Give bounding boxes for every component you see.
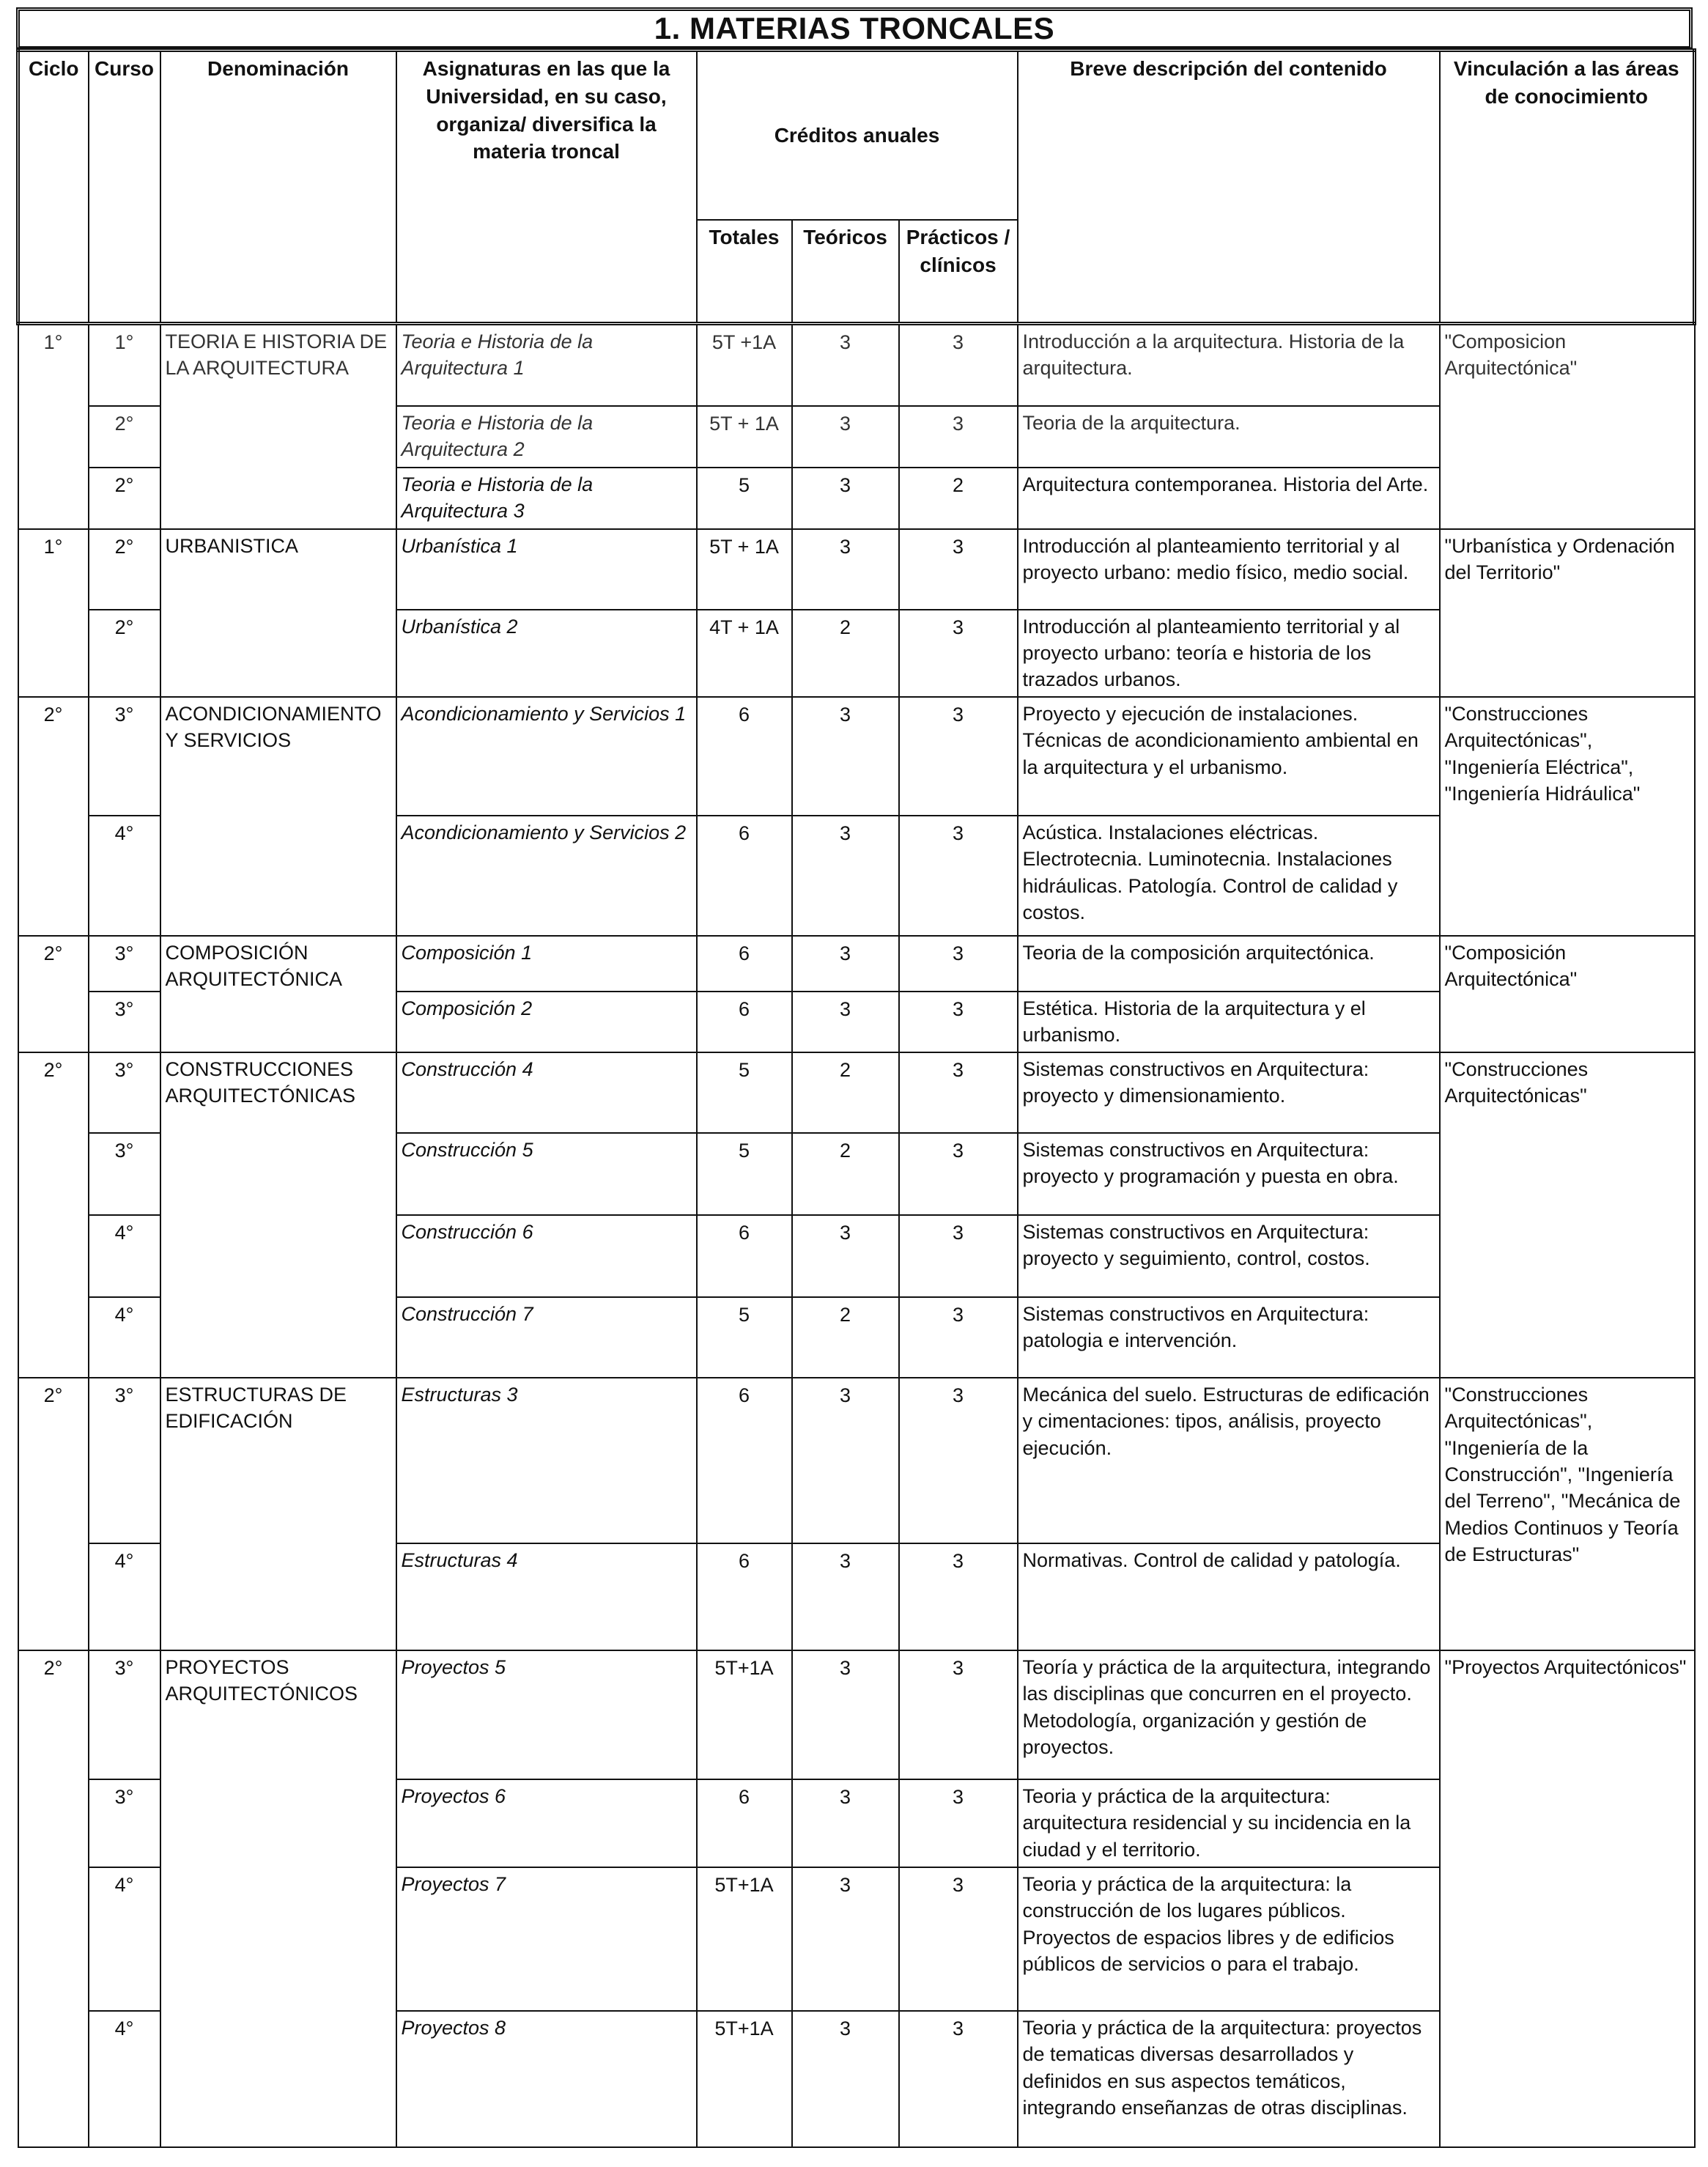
asignatura-cell: Teoria e Historia de la Arquitectura 2 [396, 406, 697, 468]
totales-cell: 6 [697, 1378, 792, 1543]
denominacion-cell: URBANISTICA [160, 529, 396, 697]
practicos-cell: 2 [899, 468, 1018, 529]
practicos-cell: 3 [899, 1779, 1018, 1867]
area-cell: "Composicion Arquitectónica" [1440, 324, 1695, 529]
totales-cell: 5T +1A [697, 324, 792, 406]
asignatura-cell: Proyectos 5 [396, 1650, 697, 1779]
asignatura-cell: Estructuras 3 [396, 1378, 697, 1543]
teoricos-cell: 3 [792, 936, 899, 992]
area-cell: "Construcciones Arquitectónicas", "Ingeniería de la Construcción", "Ingeniería del Terreno", "Mecánica de Medios Continuos y Teoría de Estructuras" [1440, 1378, 1695, 1650]
denominacion-cell: ACONDICIONAMIENTO Y SERVICIOS [160, 697, 396, 936]
teoricos-cell: 2 [792, 1133, 899, 1215]
descripcion-cell: Introducción a la arquitectura. Historia de la arquitectura. [1018, 324, 1440, 406]
teoricos-cell: 3 [792, 468, 899, 529]
ciclo-cell: 2° [18, 936, 89, 1052]
asignatura-cell: Proyectos 6 [396, 1779, 697, 1867]
area-cell: "Construcciones Arquitectónicas" [1440, 1052, 1695, 1378]
totales-cell: 6 [697, 1543, 792, 1650]
totales-cell: 5 [697, 1297, 792, 1378]
curso-cell: 4° [89, 1297, 160, 1378]
practicos-cell: 3 [899, 1215, 1018, 1297]
totales-cell: 6 [697, 1779, 792, 1867]
denominacion-cell: PROYECTOS ARQUITECTÓNICOS [160, 1650, 396, 2147]
header-denominacion: Denominación [160, 51, 396, 324]
teoricos-cell: 3 [792, 1650, 899, 1779]
teoricos-cell: 2 [792, 1052, 899, 1133]
practicos-cell: 3 [899, 1650, 1018, 1779]
header-ciclo: Ciclo [18, 51, 89, 324]
teoricos-cell: 3 [792, 992, 899, 1052]
asignatura-cell: Urbanística 2 [396, 610, 697, 697]
practicos-cell: 3 [899, 324, 1018, 406]
descripcion-cell: Teoria de la arquitectura. [1018, 406, 1440, 468]
totales-cell: 6 [697, 936, 792, 992]
curso-cell: 2° [89, 529, 160, 610]
totales-cell: 5T+1A [697, 1867, 792, 2011]
descripcion-cell: Introducción al planteamiento territorial y al proyecto urbano: teoría e historia de los trazados urbanos. [1018, 610, 1440, 697]
denominacion-cell: COMPOSICIÓN ARQUITECTÓNICA [160, 936, 396, 1052]
curso-cell: 4° [89, 1543, 160, 1650]
table-row [18, 936, 1695, 992]
totales-cell: 5T + 1A [697, 529, 792, 610]
descripcion-cell: Estética. Historia de la arquitectura y el urbanismo. [1018, 992, 1440, 1052]
descripcion-cell: Teoria y práctica de la arquitectura: la construcción de los lugares públicos. Proyectos de espacios libres y de edificios públicos de servicios o para el trabajo. [1018, 1867, 1440, 2011]
asignatura-cell: Acondicionamiento y Servicios 1 [396, 697, 697, 816]
practicos-cell: 3 [899, 697, 1018, 816]
practicos-cell: 3 [899, 1378, 1018, 1543]
header-descripcion: Breve descripción del contenido [1018, 51, 1440, 324]
ciclo-cell: 2° [18, 1052, 89, 1378]
ciclo-cell: 2° [18, 1650, 89, 2147]
practicos-cell: 3 [899, 1297, 1018, 1378]
ciclo-cell: 1° [18, 324, 89, 529]
totales-cell: 6 [697, 697, 792, 816]
totales-cell: 5 [697, 1052, 792, 1133]
descripcion-cell: Arquitectura contemporanea. Historia del Arte. [1018, 468, 1440, 529]
teoricos-cell: 3 [792, 816, 899, 936]
curso-cell: 3° [89, 1779, 160, 1867]
asignatura-cell: Construcción 6 [396, 1215, 697, 1297]
asignatura-cell: Composición 2 [396, 992, 697, 1052]
practicos-cell: 3 [899, 936, 1018, 992]
asignatura-cell: Teoria e Historia de la Arquitectura 1 [396, 324, 697, 406]
curso-cell: 4° [89, 1215, 160, 1297]
totales-cell: 5 [697, 1133, 792, 1215]
header-creditos: Créditos anuales [697, 51, 1018, 221]
table-row [18, 697, 1695, 816]
practicos-cell: 3 [899, 816, 1018, 936]
teoricos-cell: 2 [792, 1297, 899, 1378]
descripcion-cell: Teoria y práctica de la arquitectura: arquitectura residencial y su incidencia en la ciudad y el territorio. [1018, 1779, 1440, 1867]
header-practicos: Prácticos / clínicos [899, 220, 1018, 324]
descripcion-cell: Sistemas constructivos en Arquitectura: proyecto y dimensionamiento. [1018, 1052, 1440, 1133]
teoricos-cell: 3 [792, 1543, 899, 1650]
descripcion-cell: Sistemas constructivos en Arquitectura: proyecto y seguimiento, control, costos. [1018, 1215, 1440, 1297]
curso-cell: 1° [89, 324, 160, 406]
asignatura-cell: Construcción 4 [396, 1052, 697, 1133]
asignatura-cell: Proyectos 7 [396, 1867, 697, 2011]
curso-cell: 2° [89, 468, 160, 529]
curso-cell: 3° [89, 992, 160, 1052]
totales-cell: 6 [697, 816, 792, 936]
descripcion-cell: Proyecto y ejecución de instalaciones. Técnicas de acondicionamiento ambiental en la arquitectura y el urbanismo. [1018, 697, 1440, 816]
curso-cell: 3° [89, 1650, 160, 1779]
header-vinculacion: Vinculación a las áreas de conocimiento [1440, 51, 1695, 324]
curso-cell: 3° [89, 1133, 160, 1215]
curso-cell: 2° [89, 406, 160, 468]
curso-cell: 4° [89, 2011, 160, 2147]
table-row [18, 1650, 1695, 1779]
teoricos-cell: 3 [792, 1779, 899, 1867]
asignatura-cell: Proyectos 8 [396, 2011, 697, 2147]
table-row [18, 324, 1695, 406]
teoricos-cell: 2 [792, 610, 899, 697]
denominacion-cell: CONSTRUCCIONES ARQUITECTÓNICAS [160, 1052, 396, 1378]
table-row [18, 1378, 1695, 1543]
practicos-cell: 3 [899, 529, 1018, 610]
curso-cell: 3° [89, 936, 160, 992]
practicos-cell: 3 [899, 1867, 1018, 2011]
descripcion-cell: Acústica. Instalaciones eléctricas. Electrotecnia. Luminotecnia. Instalaciones hidráulicas. Patología. Control de calidad y costos. [1018, 816, 1440, 936]
area-cell: "Proyectos Arquitectónicos" [1440, 1650, 1695, 2147]
table-body [18, 324, 1695, 2147]
header-asignaturas: Asignaturas en las que la Universidad, en su caso, organiza/ diversifica la materia troncal [396, 51, 697, 324]
ciclo-cell: 2° [18, 697, 89, 936]
table-row [18, 529, 1695, 610]
practicos-cell: 3 [899, 1543, 1018, 1650]
curso-cell: 3° [89, 697, 160, 816]
practicos-cell: 3 [899, 992, 1018, 1052]
totales-cell: 6 [697, 992, 792, 1052]
descripcion-cell: Teoría y práctica de la arquitectura, integrando las disciplinas que concurren en el proyecto. Metodología, organización y gestión de proyectos. [1018, 1650, 1440, 1779]
denominacion-cell: TEORIA E HISTORIA DE LA ARQUITECTURA [160, 324, 396, 529]
asignatura-cell: Acondicionamiento y Servicios 2 [396, 816, 697, 936]
denominacion-cell: ESTRUCTURAS DE EDIFICACIÓN [160, 1378, 396, 1650]
header-curso: Curso [89, 51, 160, 324]
descripcion-cell: Teoria de la composición arquitectónica. [1018, 936, 1440, 992]
asignatura-cell: Composición 1 [396, 936, 697, 992]
curso-cell: 3° [89, 1378, 160, 1543]
asignatura-cell: Construcción 7 [396, 1297, 697, 1378]
teoricos-cell: 3 [792, 1867, 899, 2011]
teoricos-cell: 3 [792, 406, 899, 468]
table-header [18, 51, 1695, 324]
document-sheet [16, 7, 1693, 2148]
practicos-cell: 3 [899, 610, 1018, 697]
totales-cell: 4T + 1A [697, 610, 792, 697]
curso-cell: 3° [89, 1052, 160, 1133]
totales-cell: 5T+1A [697, 1650, 792, 1779]
ciclo-cell: 1° [18, 529, 89, 697]
curso-cell: 4° [89, 1867, 160, 2011]
curso-cell: 2° [89, 610, 160, 697]
totales-cell: 5 [697, 468, 792, 529]
ciclo-cell: 2° [18, 1378, 89, 1650]
teoricos-cell: 3 [792, 2011, 899, 2147]
teoricos-cell: 3 [792, 1378, 899, 1543]
descripcion-cell: Normativas. Control de calidad y patología. [1018, 1543, 1440, 1650]
curso-cell: 4° [89, 816, 160, 936]
totales-cell: 5T + 1A [697, 406, 792, 468]
practicos-cell: 3 [899, 1133, 1018, 1215]
area-cell: "Composición Arquitectónica" [1440, 936, 1695, 1052]
asignatura-cell: Construcción 5 [396, 1133, 697, 1215]
practicos-cell: 3 [899, 406, 1018, 468]
table-row [18, 1052, 1695, 1133]
area-cell: "Urbanística y Ordenación del Territorio" [1440, 529, 1695, 697]
teoricos-cell: 3 [792, 324, 899, 406]
asignatura-cell: Urbanística 1 [396, 529, 697, 610]
descripcion-cell: Sistemas constructivos en Arquitectura: patologia e intervención. [1018, 1297, 1440, 1378]
asignatura-cell: Estructuras 4 [396, 1543, 697, 1650]
page-title: 1. MATERIAS TRONCALES [16, 7, 1693, 48]
header-teoricos: Teóricos [792, 220, 899, 324]
teoricos-cell: 3 [792, 697, 899, 816]
teoricos-cell: 3 [792, 529, 899, 610]
asignatura-cell: Teoria e Historia de la Arquitectura 3 [396, 468, 697, 529]
practicos-cell: 3 [899, 1052, 1018, 1133]
totales-cell: 5T+1A [697, 2011, 792, 2147]
area-cell: "Construcciones Arquitectónicas", "Ingeniería Eléctrica", "Ingeniería Hidráulica" [1440, 697, 1695, 936]
descripcion-cell: Sistemas constructivos en Arquitectura: proyecto y programación y puesta en obra. [1018, 1133, 1440, 1215]
teoricos-cell: 3 [792, 1215, 899, 1297]
troncales-table [16, 48, 1696, 2148]
descripcion-cell: Introducción al planteamiento territorial y al proyecto urbano: medio físico, medio social. [1018, 529, 1440, 610]
descripcion-cell: Mecánica del suelo. Estructuras de edificación y cimentaciones: tipos, análisis, proyecto ejecución. [1018, 1378, 1440, 1543]
totales-cell: 6 [697, 1215, 792, 1297]
header-totales: Totales [697, 220, 792, 324]
practicos-cell: 3 [899, 2011, 1018, 2147]
descripcion-cell: Teoria y práctica de la arquitectura: proyectos de tematicas diversas desarrollados y definidos en sus aspectos temáticos, integrando enseñanzas de otras disciplinas. [1018, 2011, 1440, 2147]
